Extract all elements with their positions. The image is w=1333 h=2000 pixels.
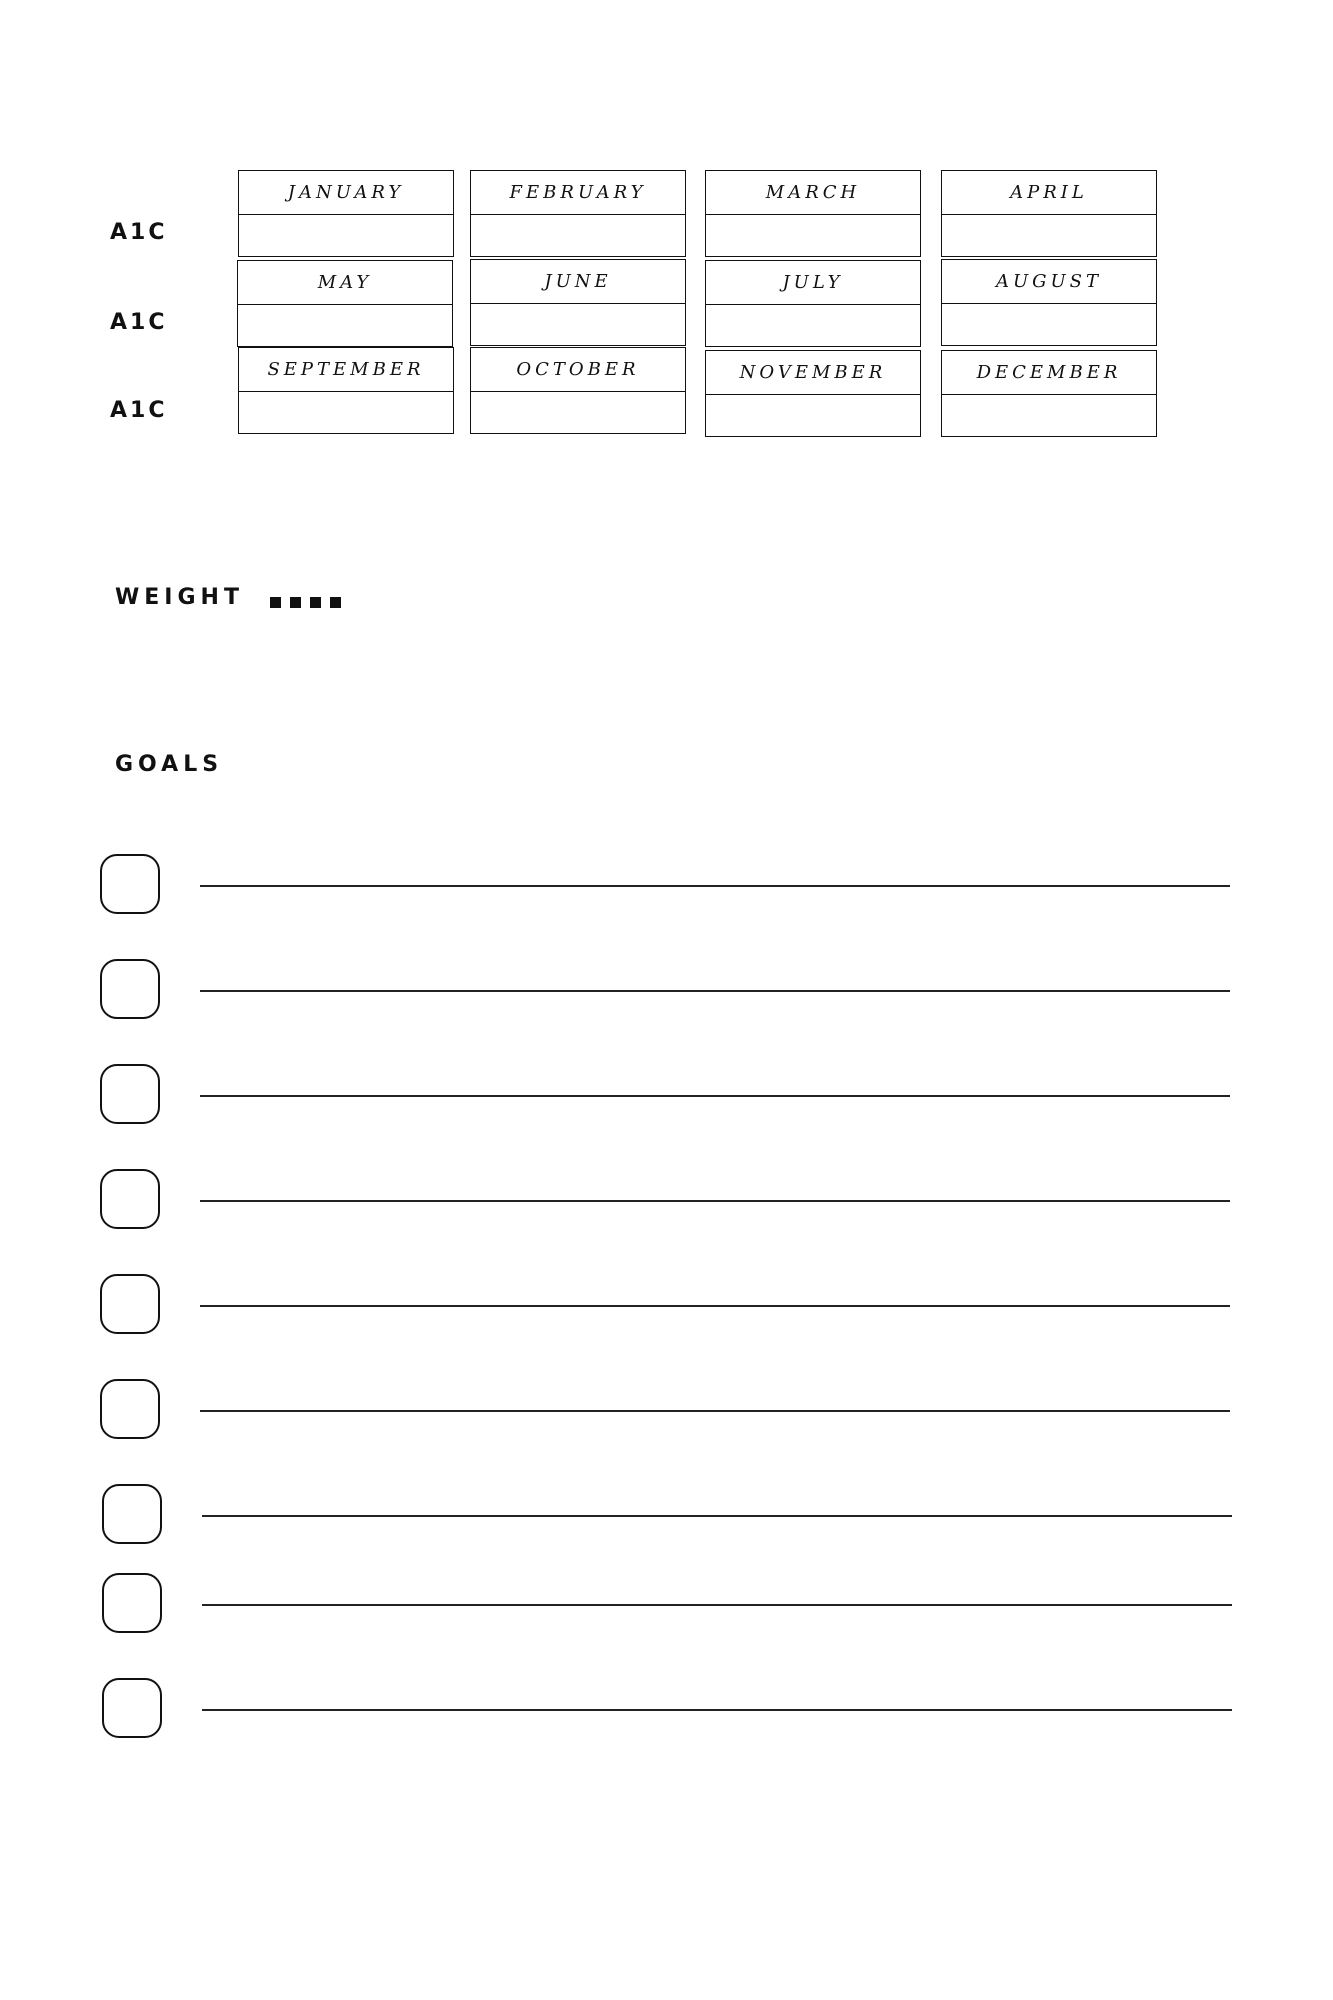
goal-write-line (200, 1410, 1230, 1412)
goal-checkbox[interactable] (100, 854, 160, 914)
a1c-row-label-2: A1C (110, 310, 168, 335)
month-name: MARCH (706, 171, 920, 215)
goal-checkbox[interactable] (100, 1379, 160, 1439)
weight-entry-marker[interactable] (270, 597, 341, 608)
goal-write-line (200, 885, 1230, 887)
month-name: DECEMBER (942, 351, 1156, 395)
month-box-march (705, 170, 921, 257)
goal-row (100, 1169, 1230, 1231)
goal-checkbox[interactable] (100, 1169, 160, 1229)
goal-checkbox[interactable] (102, 1573, 162, 1633)
goal-row (100, 1064, 1230, 1126)
goals-label: GOALS (115, 752, 224, 777)
weight-label: WEIGHT (115, 585, 244, 610)
goal-checkbox[interactable] (100, 959, 160, 1019)
month-box-october (470, 347, 686, 434)
month-name: JANUARY (239, 171, 453, 215)
goal-write-line (202, 1604, 1232, 1606)
goal-row (100, 959, 1230, 1021)
goal-write-line (200, 1095, 1230, 1097)
month-box-september (238, 347, 454, 434)
a1c-value-field[interactable] (239, 215, 453, 256)
goal-text-field[interactable] (204, 963, 1224, 989)
a1c-value-field[interactable] (238, 305, 452, 346)
goal-row (100, 1379, 1230, 1441)
month-box-november (705, 350, 921, 437)
month-box-june (470, 259, 686, 346)
a1c-value-field[interactable] (706, 215, 920, 256)
goal-write-line (202, 1709, 1232, 1711)
goal-write-line (202, 1515, 1232, 1517)
goal-text-field[interactable] (204, 1383, 1224, 1409)
a1c-row-label-3: A1C (110, 398, 168, 423)
goal-checkbox[interactable] (100, 1064, 160, 1124)
a1c-value-field[interactable] (706, 305, 920, 346)
goal-text-field[interactable] (204, 1173, 1224, 1199)
goal-write-line (200, 1305, 1230, 1307)
a1c-value-field[interactable] (471, 304, 685, 345)
a1c-value-field[interactable] (706, 395, 920, 436)
goal-text-field[interactable] (206, 1682, 1226, 1708)
goal-checkbox[interactable] (100, 1274, 160, 1334)
a1c-value-field[interactable] (942, 304, 1156, 345)
goal-checkbox[interactable] (102, 1484, 162, 1544)
goal-text-field[interactable] (204, 1068, 1224, 1094)
goal-row (102, 1484, 1232, 1546)
goal-checkbox[interactable] (102, 1678, 162, 1738)
goal-text-field[interactable] (204, 1278, 1224, 1304)
month-box-december (941, 350, 1157, 437)
dot-icon (290, 597, 301, 608)
dot-icon (270, 597, 281, 608)
month-box-may (237, 260, 453, 347)
month-name: NOVEMBER (706, 351, 920, 395)
month-box-january (238, 170, 454, 257)
month-box-august (941, 259, 1157, 346)
month-box-february (470, 170, 686, 257)
a1c-value-field[interactable] (471, 392, 685, 433)
a1c-value-field[interactable] (942, 215, 1156, 256)
month-name: JULY (706, 261, 920, 305)
goal-row (102, 1573, 1232, 1635)
month-name: SEPTEMBER (239, 348, 453, 392)
a1c-value-field[interactable] (239, 392, 453, 433)
goal-write-line (200, 990, 1230, 992)
goal-row (102, 1678, 1232, 1740)
goal-text-field[interactable] (206, 1488, 1226, 1514)
month-name: JUNE (471, 260, 685, 304)
dot-icon (310, 597, 321, 608)
goal-write-line (200, 1200, 1230, 1202)
goal-text-field[interactable] (206, 1577, 1226, 1603)
a1c-row-label-1: A1C (110, 220, 168, 245)
goal-row (100, 1274, 1230, 1336)
month-name: OCTOBER (471, 348, 685, 392)
month-name: MAY (238, 261, 452, 305)
month-box-july (705, 260, 921, 347)
month-name: APRIL (942, 171, 1156, 215)
a1c-value-field[interactable] (471, 215, 685, 256)
a1c-value-field[interactable] (942, 395, 1156, 436)
goal-row (100, 854, 1230, 916)
goal-text-field[interactable] (204, 858, 1224, 884)
month-box-april (941, 170, 1157, 257)
month-name: AUGUST (942, 260, 1156, 304)
dot-icon (330, 597, 341, 608)
month-name: FEBRUARY (471, 171, 685, 215)
